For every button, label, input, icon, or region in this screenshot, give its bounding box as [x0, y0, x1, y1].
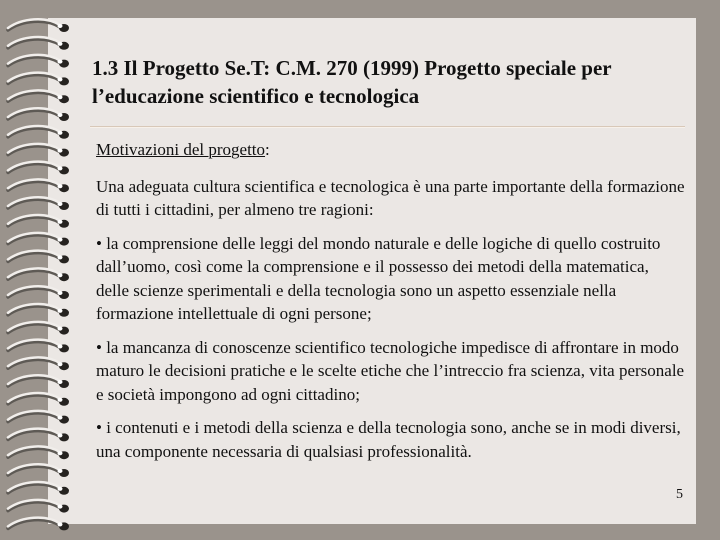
binding-ring — [8, 73, 69, 86]
binding-ring — [8, 162, 69, 175]
binding-ring — [8, 55, 69, 68]
binding-ring — [8, 126, 69, 139]
binding-ring — [8, 268, 69, 281]
binding-ring — [8, 233, 69, 246]
binding-ring — [8, 179, 69, 192]
bullet-item: • la comprensione delle leggi del mondo naturale e delle logiche di quello costruito dall’uomo, così come la comprensione e il possesso dei metodi della matematica, delle scienze sperimentali e della tecnologia sono un aspetto essenziale nella formazione intellettuale di ogni persone; — [96, 233, 661, 323]
page-number: 5 — [676, 487, 683, 502]
binding-ring — [8, 322, 69, 335]
binding-ring — [8, 518, 69, 531]
binding-ring — [8, 340, 69, 353]
bullet-item: • i contenuti e i metodi della scienza e della tecnologia sono, anche se in modi diversi, una componente necessaria di qualsiasi professionalità. — [96, 418, 681, 461]
binding-ring — [8, 375, 69, 388]
binding-ring — [8, 482, 69, 495]
section-heading-label: Motivazioni del progetto — [96, 140, 266, 159]
section-heading-colon: : — [265, 140, 270, 159]
binding-ring — [8, 500, 69, 513]
binding-ring — [8, 90, 69, 103]
slide-body — [96, 138, 686, 473]
binding-ring — [8, 304, 69, 317]
binding-ring — [8, 108, 69, 121]
binding-ring — [8, 251, 69, 264]
binding-ring — [8, 215, 69, 228]
title-divider — [90, 126, 685, 128]
section-heading — [96, 138, 686, 162]
binding-ring — [8, 197, 69, 210]
binding-ring — [8, 393, 69, 406]
binding-ring — [8, 19, 69, 32]
bullet-item: • la mancanza di conoscenze scientifico tecnologiche impedisce di affrontare in modo maturo le decisioni pratiche e le scelte etiche che l’intreccio fra scienza, vita personale e società impongono ad ogni cittadino; — [96, 337, 685, 404]
binding-ring — [8, 286, 69, 299]
binding-ring — [8, 429, 69, 442]
binding-ring — [8, 144, 69, 157]
intro-paragraph: Una adeguata cultura scientifica e tecnologica è una parte importante della formazione di tutti i cittadini, per almeno tre ragioni: — [96, 176, 685, 219]
binding-ring — [8, 357, 69, 370]
binding-ring — [8, 446, 69, 459]
binding-ring — [8, 464, 69, 477]
spiral-binding-icon — [0, 0, 90, 540]
binding-ring — [8, 411, 69, 424]
slide-title: 1.3 Il Progetto Se.T: C.M. 270 (1999) Progetto speciale per l’educazione scientifico e tecnologica — [92, 56, 612, 108]
binding-ring — [8, 37, 69, 50]
